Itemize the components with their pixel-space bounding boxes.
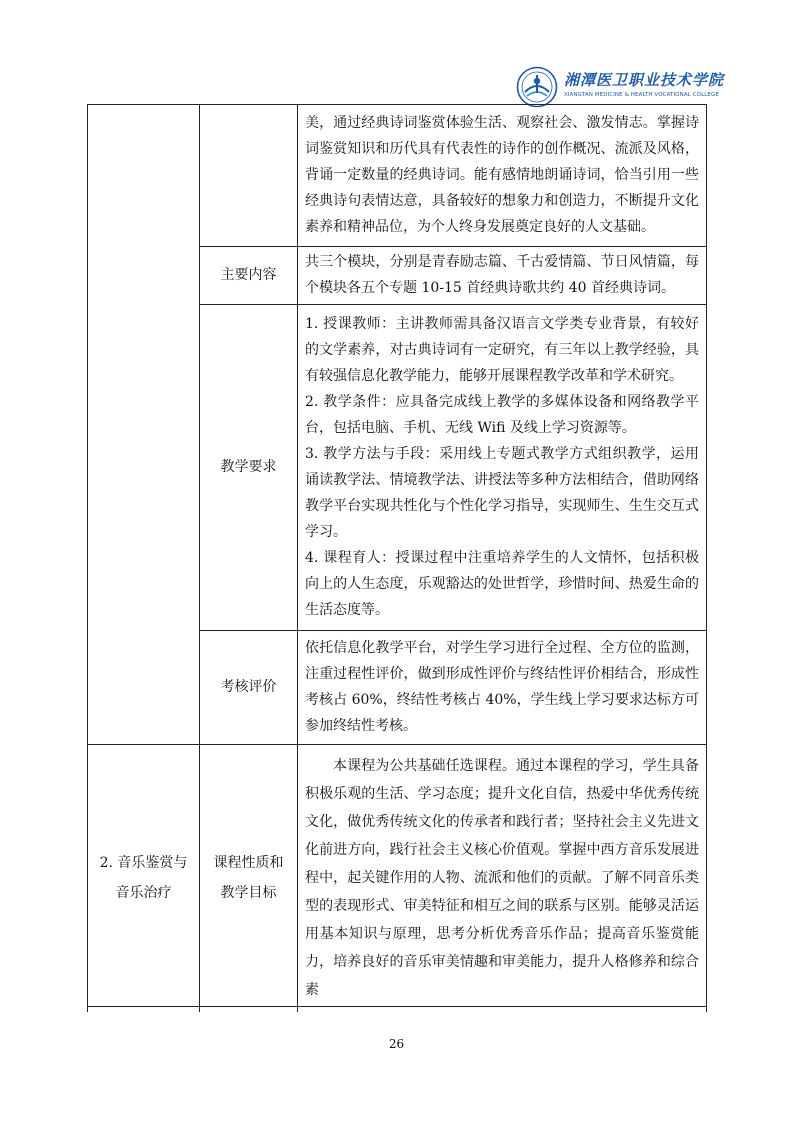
row-label: 课程性质和教学目标	[213, 855, 284, 902]
college-emblem-icon	[516, 66, 558, 108]
table-row	[88, 104, 707, 246]
row-label-cell	[200, 744, 298, 1012]
row-label-cell	[200, 246, 298, 304]
table-row	[88, 744, 707, 1012]
course-table	[87, 104, 707, 1012]
requirement-item: 1. 授课教师：主讲教师需具备汉语言文学类专业背景，有较好的文学素养，对古典诗词有一定研究，有三年以上教学经验，具有较强信息化教学能力，能够开展课程教学改革和学术研究。	[305, 316, 699, 384]
row-content-cell	[298, 744, 707, 1012]
row-content-cell	[298, 104, 707, 246]
requirement-item: 4. 课程育人：授课过程中注重培养学生的人文情怀，包括积极向上的人生态度，乐观豁达的处世哲学，珍惜时间、热爱生命的生活态度等。	[305, 550, 699, 618]
row-label: 考核评价	[220, 679, 277, 695]
course-name-cell	[88, 744, 200, 1012]
row-label: 教学要求	[220, 459, 277, 475]
course-name: 2. 音乐鉴赏与音乐治疗	[99, 855, 188, 902]
logo-subtitle: XIANGTAN MEDICINE & HEALTH VOCATIONAL COLLEGE	[564, 92, 719, 98]
row-label-cell	[200, 630, 298, 744]
assessment-text: 依托信息化教学平台，对学生学习进行全过程、全方位的监测，注重过程性评价，做到形成性评价与终结性评价相结合，形成性考核占 60%，终结性考核占 40%，学生线上学习要求达标方可参加终结性考核。	[305, 640, 699, 734]
page-number: 26	[388, 1037, 405, 1051]
row-content-cell	[298, 630, 707, 744]
row-label: 主要内容	[220, 267, 277, 283]
row-label-cell	[200, 104, 298, 246]
logo-name: 湘潭医卫职业技术学院	[564, 71, 725, 89]
row-content-cell	[298, 304, 707, 630]
nature-goal-text: 本课程为公共基础任选课程。通过本课程的学习，学生具备积极乐观的生活、学习态度；提升文化自信，热爱中华优秀传统文化，做优秀传统文化的传承者和践行者；坚持社会主义先进文化前进方向，践行社会主义核心价值观。掌握中西方音乐发展进程中，起关键作用的人物、流派和他们的贡献。了解不同音乐类型的表现形式、审美特征和相互之间的联系与区别。能够灵活运用基本知识与原理，思考分析优秀音乐作品；提高音乐鉴赏能力，培养良好的音乐审美情趣和审美能力，提升人格修养和综合素	[305, 758, 699, 999]
row-label-cell	[200, 304, 298, 630]
course-name-cell	[88, 104, 200, 744]
table-bottom-rule	[87, 1006, 707, 1007]
goal-text: 美，通过经典诗词鉴赏体验生活、观察社会、激发情志。掌握诗词鉴赏知识和历代具有代表性的诗作的创作概况、流派及风格，背诵一定数量的经典诗词。能有感情地朗诵诗词，恰当引用一些经典诗句表情达意，具备较好的想象力和创造力，不断提升文化素养和精神品位，为个人终身发展奠定良好的人文基础。	[305, 114, 699, 235]
row-content-cell	[298, 246, 707, 304]
requirement-item: 3. 教学方法与手段：采用线上专题式教学方式组织教学，运用诵读教学法、情境教学法、讲授法等多种方法相结合，借助网络教学平台实现共性化与个性化学习指导，实现师生、生生交互式学习。	[305, 446, 699, 540]
requirement-item: 2. 教学条件：应具备完成线上教学的多媒体设备和网络教学平台，包括电脑、手机、无线 Wifi 及线上学习资源等。	[305, 394, 699, 436]
content-text: 共三个模块，分别是青春励志篇、千古爱情篇、节日风情篇，每个模块各五个专题 10-15 首经典诗歌共约 40 首经典诗词。	[305, 254, 699, 296]
